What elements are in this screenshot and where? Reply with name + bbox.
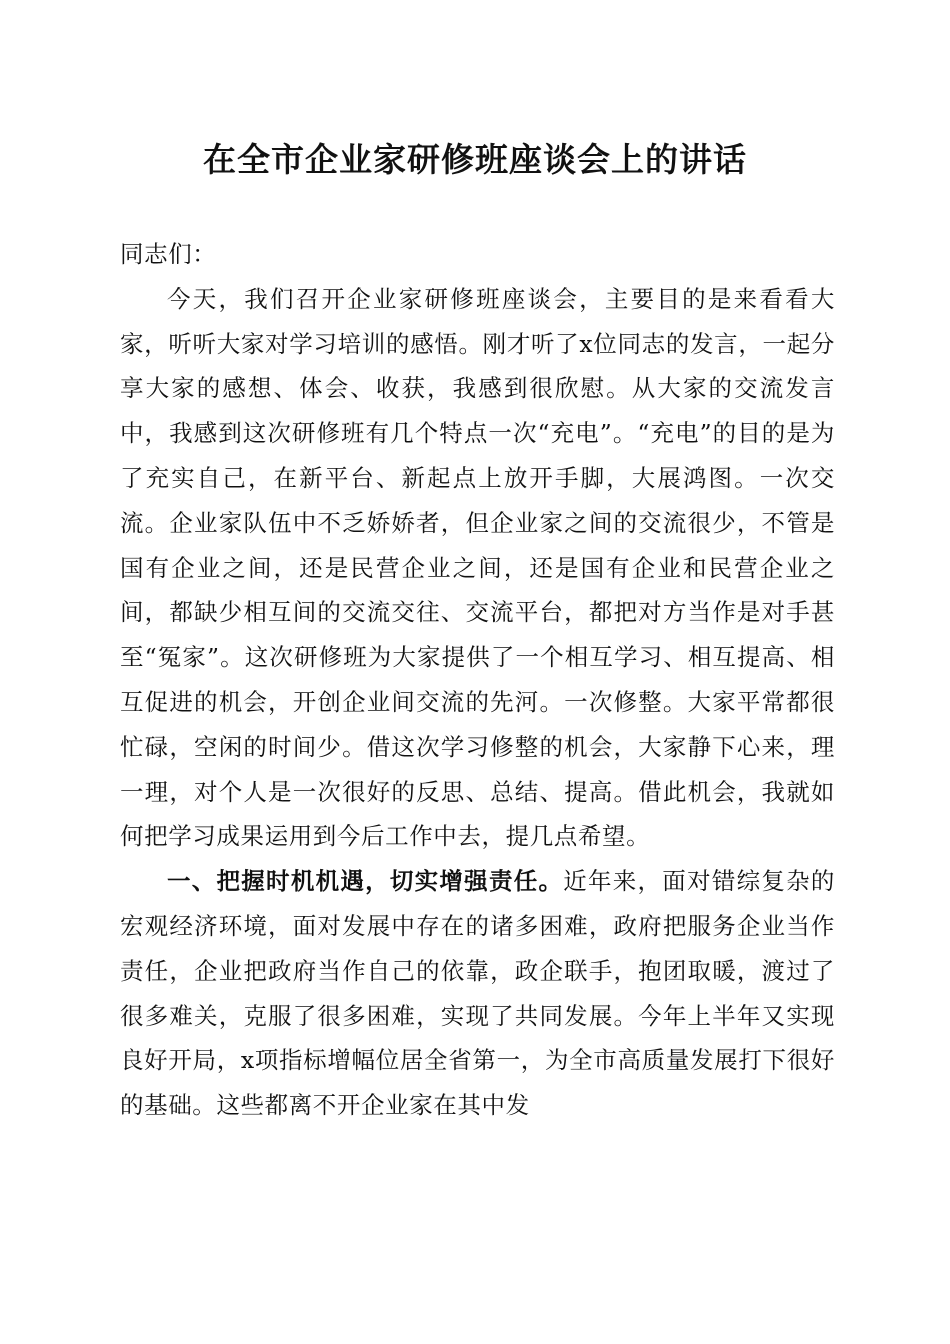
- section-heading: 一、把握时机机遇，切实增强责任。: [167, 867, 564, 896]
- salutation: 同志们：: [120, 240, 217, 268]
- paragraph-text: 近年来，面对错综复杂的宏观经济环境，面对发展中存在的诸多困难，政府把服务企业当作责任，企业把政府当作自己的依靠，政企联手，抱团取暖，渡过了很多难关，克服了很多困难，实现了共同发展。今年上半年又实现良好开局，x项指标增幅位居全省第一，为全市高质量发展打下很好的基础。这些都离不开企业家在其中发: [120, 867, 835, 1120]
- paragraph-intro: [120, 277, 835, 859]
- paragraph-section-one: [120, 859, 835, 1128]
- paragraph-text: 今天，我们召开企业家研修班座谈会，主要目的是来看看大家，听听大家对学习培训的感悟。刚才听了x位同志的发言，一起分享大家的感想、体会、收获，我感到很欣慰。从大家的交流发言中，我感到这次研修班有几个特点一次“充电”。“充电”的目的是为了充实自己，在新平台、新起点上放开手脚，大展鸿图。一次交流。企业家队伍中不乏娇娇者，但企业家之间的交流很少，不管是国有企业之间，还是民营企业之间，还是国有企业和民营企业之间，都缺少相互间的交流交往、交流平台，都把对方当作是对手甚至“冤家”。这次研修班为大家提供了一个相互学习、相互提高、相互促进的机会，开创企业间交流的先河。一次修整。大家平常都很忙碌，空闲的时间少。借这次学习修整的机会，大家静下心来，理一理，对个人是一次很好的反思、总结、提高。借此机会，我就如何把学习成果运用到今后工作中去，提几点希望。: [120, 284, 835, 851]
- document-title: 在全市企业家研修班座谈会上的讲话: [203, 140, 747, 179]
- document-body: [120, 232, 835, 1128]
